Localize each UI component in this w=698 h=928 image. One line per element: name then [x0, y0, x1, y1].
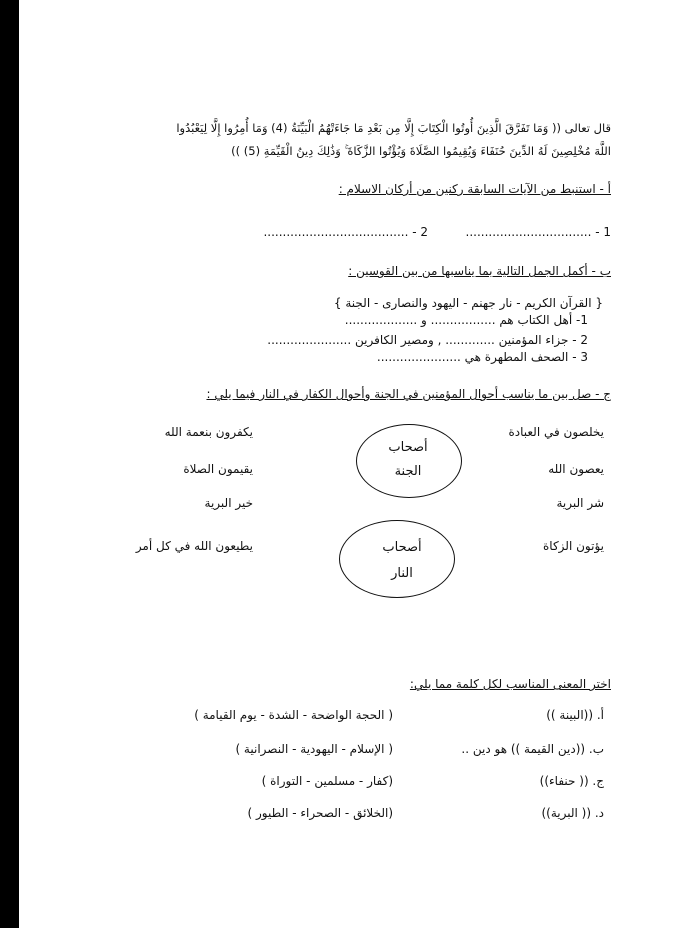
meaning-choices-4[interactable]: (الخلائق - الصحراء - الطيور ) — [247, 806, 393, 820]
meaning-word-2: ب. ((دين القيمة )) هو دين .. — [461, 742, 604, 756]
oval-fire-label-2: النار — [391, 566, 413, 581]
completion-line-1: 1- أهل الكتاب هم ................. و ................... — [344, 313, 588, 327]
question-d-title: اختر المعنى المناسب لكل كلمة مما يلي: — [409, 677, 611, 691]
oval-fire-label-1: أصحاب — [382, 540, 422, 555]
meaning-choices-3[interactable]: (كفار - مسلمين - التوراة ) — [261, 774, 393, 788]
meaning-word-3: ج. (( حنفاء)) — [539, 774, 604, 788]
answer-blank-1[interactable]: 1 - ................................. — [465, 225, 611, 239]
oval-paradise-label-1: أصحاب — [388, 440, 428, 455]
question-b-title: ب - أكمل الجمل التالية بما يناسبها من بين القوسين : — [348, 264, 611, 278]
question-c-title: ج - صل بين ما يناسب أحوال المؤمنين في الجنة وأحوال الكفار في النار فيما يلي : — [206, 387, 611, 401]
match-item-right-3[interactable]: شر البرية — [556, 496, 604, 510]
page-edge-bar — [0, 0, 19, 928]
match-item-left-1[interactable]: يكفرون بنعمة الله — [164, 425, 253, 439]
match-item-right-2[interactable]: يعصون الله — [548, 462, 604, 476]
meaning-word-4: د. (( البرية)) — [541, 806, 604, 820]
oval-paradise-label-2: الجنة — [394, 464, 422, 479]
completion-line-2: 2 - جزاء المؤمنين ............. , ومصير الكافرين ...................... — [267, 333, 588, 347]
question-a-title: أ - استنبط من الآيات السابقة ركنين من أركان الاسلام : — [338, 182, 611, 196]
answer-blank-2[interactable]: 2 - ...................................... — [263, 225, 428, 239]
meaning-choices-2[interactable]: ( الإسلام - اليهودية - النصرانية ) — [235, 742, 393, 756]
meaning-choices-1[interactable]: ( الحجة الواضحة - الشدة - يوم القيامة ) — [194, 708, 393, 722]
meaning-word-1: أ. ((البينة )) — [546, 708, 604, 722]
match-item-right-4[interactable]: يؤتون الزكاة — [543, 539, 604, 553]
match-item-left-2[interactable]: يقيمون الصلاة — [183, 462, 253, 476]
word-bank: { القرآن الكريم - نار جهنم - اليهود والنصارى - الجنة } — [333, 296, 603, 310]
completion-line-3: 3 - الصحف المطهرة هي ...................... — [376, 350, 588, 364]
verse-line-2: اللَّهَ مُخْلِصِينَ لَهُ الدِّينَ حُنَفَاءَ وَيُقِيمُوا الصَّلَاةَ وَيُؤْتُوا الزَّكَاةَ ۚ وَذَٰلِكَ دِينُ الْقَيِّمَةِ (5) )) — [231, 144, 611, 158]
verse-line-1: قال تعالى (( وَمَا تَفَرَّقَ الَّذِينَ أُوتُوا الْكِتَابَ إِلَّا مِن بَعْدِ مَا جَاءَتْهُمُ الْبَيِّنَةُ (4) وَمَا أُمِرُوا إِلَّا لِيَعْبُدُوا — [176, 121, 611, 135]
match-item-right-1[interactable]: يخلصون في العبادة — [508, 425, 604, 439]
match-item-left-4[interactable]: يطيعون الله في كل أمر — [135, 539, 253, 553]
match-item-left-3[interactable]: خير البرية — [204, 496, 253, 510]
